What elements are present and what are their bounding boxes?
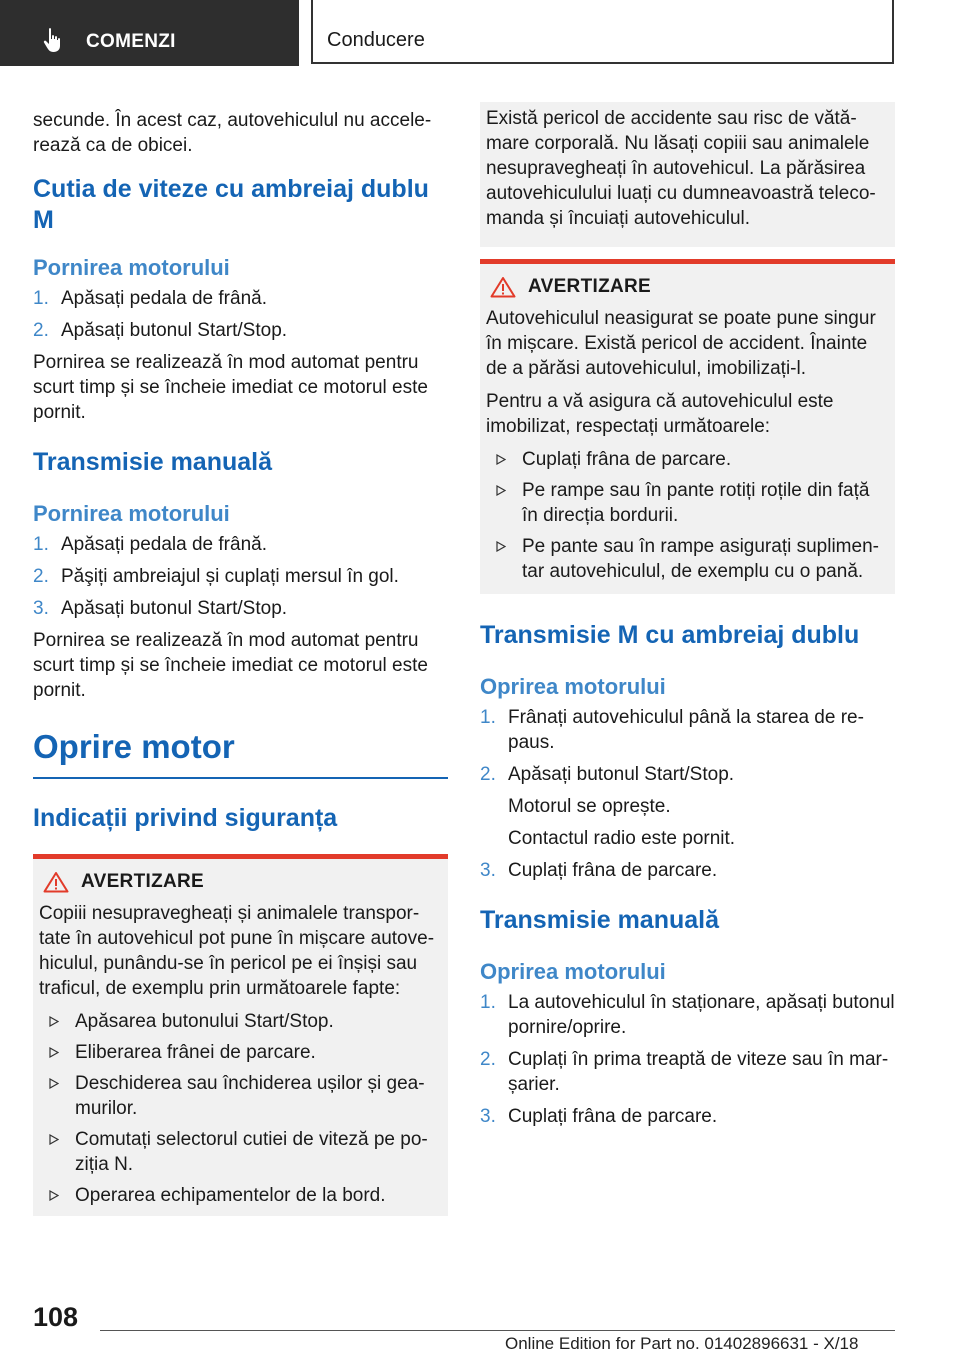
subheading-start-manual: Pornirea motorului	[33, 501, 230, 526]
list-item: 1. Frânați autovehiculul până la starea de repaus.	[480, 707, 864, 753]
subheading-stop-dct: Oprirea motorului	[480, 674, 666, 699]
subheading-stop-manual: Oprirea motorului	[480, 959, 666, 984]
dct-note: Pornirea se realizează în mod automat pentru scurt timp și se încheie imediat ce motorul este pornit.	[33, 352, 428, 423]
triangle-bullet-icon	[49, 1016, 59, 1027]
list-item: Eliberarea frânei de parcare.	[39, 1040, 442, 1065]
list-item: 2. Păşiți ambreiajul și cuplați mersul în gol.	[33, 566, 399, 587]
warning-triangle-icon	[43, 871, 69, 893]
section-title-box	[311, 0, 894, 64]
warning-title: AVERTIZARE	[39, 871, 442, 893]
list-item: Operarea echipamentelor de la bord.	[39, 1183, 442, 1208]
dct-stop-steps	[480, 705, 895, 883]
heading-dct: Cutia de viteze cu ambreiaj dublu M	[33, 175, 429, 234]
heading-m-dct: Transmisie M cu ambreiaj dublu	[480, 621, 860, 649]
list-item: 1. Apăsați pedala de frână.	[33, 288, 267, 309]
warning-box-right	[480, 259, 895, 594]
warning-triangle-icon	[490, 276, 516, 298]
section-title: Conducere	[327, 29, 425, 51]
triangle-bullet-icon	[49, 1190, 59, 1201]
heading-manual-right: Transmisie manuală	[480, 906, 720, 934]
triangle-bullet-icon	[49, 1047, 59, 1058]
list-item: 2. Apăsați butonul Start/Stop.	[33, 320, 288, 341]
triangle-bullet-icon	[496, 485, 506, 496]
footer-divider	[100, 1330, 895, 1331]
tab-label: COMENZI	[86, 31, 176, 52]
list-item: 1. La autovehiculul în staționare, apăsați butonul pornire/oprire.	[480, 992, 895, 1038]
heading-safety: Indicații privind siguranța	[33, 804, 338, 832]
page-footer	[0, 1290, 960, 1362]
manual-note: Pornirea se realizează în mod automat pentru scurt timp și se încheie imediat ce motorul este pornit.	[33, 630, 428, 701]
list-item: Deschiderea sau închiderea ușilor și geamurilor.	[39, 1071, 442, 1121]
list-item: Comutați selectorul cutiei de viteză pe poziția N.	[39, 1127, 442, 1177]
intro-paragraph: secunde. În acest caz, autovehiculul nu accelerează ca de obicei.	[33, 110, 432, 156]
right-column	[480, 102, 895, 1129]
list-item: Cuplați frâna de parcare.	[486, 447, 889, 472]
list-item: Apăsarea butonului Start/Stop.	[39, 1009, 442, 1034]
manual-start-steps	[33, 532, 448, 621]
edition-text: Online Edition for Part no. 01402896631 - X/18	[505, 1334, 859, 1353]
triangle-bullet-icon	[496, 454, 506, 465]
tab-comenzi[interactable]	[0, 0, 299, 66]
hand-pointer-icon	[42, 27, 64, 53]
left-column	[33, 102, 448, 1216]
page-header	[0, 0, 960, 66]
triangle-bullet-icon	[496, 541, 506, 552]
page-number: 108	[33, 1302, 79, 1332]
triangle-bullet-icon	[49, 1134, 59, 1145]
list-item: Pe pante sau în rampe asigurați suplimentar autovehiculul, de exemplu cu o pană.	[486, 534, 889, 584]
warning-text: Autovehiculul neasigurat se poate pune singur în mișcare. Există pericol de accident. Înainte de a părăsi autovehiculul, imobilizați-l.	[486, 308, 876, 379]
warning-continuation-box	[480, 102, 895, 247]
list-item: 3. Cuplați frâna de parcare.	[480, 1106, 718, 1127]
warning-text: Copiii nesupravegheați și animalele transportate în autovehicul pot pune în mișcare autovehiculul, punându-se în pericol pe ei înșiși sau traficul, de exemplu prin următoarele fapte:	[39, 903, 435, 999]
list-item: 3. Apăsați butonul Start/Stop.	[33, 598, 288, 619]
warning-box-left	[33, 854, 448, 1216]
heading-manual: Transmisie manuală	[33, 448, 273, 476]
heading-engine-stop: Oprire motor	[33, 727, 448, 779]
triangle-bullet-icon	[49, 1078, 59, 1089]
dct-start-steps	[33, 286, 448, 343]
warning-title: AVERTIZARE	[486, 276, 889, 298]
warning-list	[486, 447, 889, 584]
list-item: 2. Cuplați în prima treaptă de viteze sau în marșarier.	[480, 1049, 889, 1095]
warning-text: Pentru a vă asigura că autovehiculul este imobilizat, respectați următoarele:	[486, 391, 834, 437]
list-item: Pe rampe sau în pante rotiți roțile din față în direcția bordurii.	[486, 478, 889, 528]
warning-list	[39, 1009, 442, 1208]
warning-continuation-text: Există pericol de accidente sau risc de vătămare corporală. Nu lăsați copiii sau animalele nesupravegheați în autovehicul. La părăsirea autovehiculului luați cu dumneavoastră telecomanda și încuiați autovehiculul.	[486, 108, 876, 229]
list-item: 2. Apăsați butonul Start/Stop. Motorul se oprește. Contactul radio este pornit.	[480, 764, 736, 849]
list-item: 3. Cuplați frâna de parcare.	[480, 860, 718, 881]
subheading-start-dct: Pornirea motorului	[33, 255, 230, 280]
list-item: 1. Apăsați pedala de frână.	[33, 534, 267, 555]
manual-stop-steps	[480, 990, 895, 1129]
